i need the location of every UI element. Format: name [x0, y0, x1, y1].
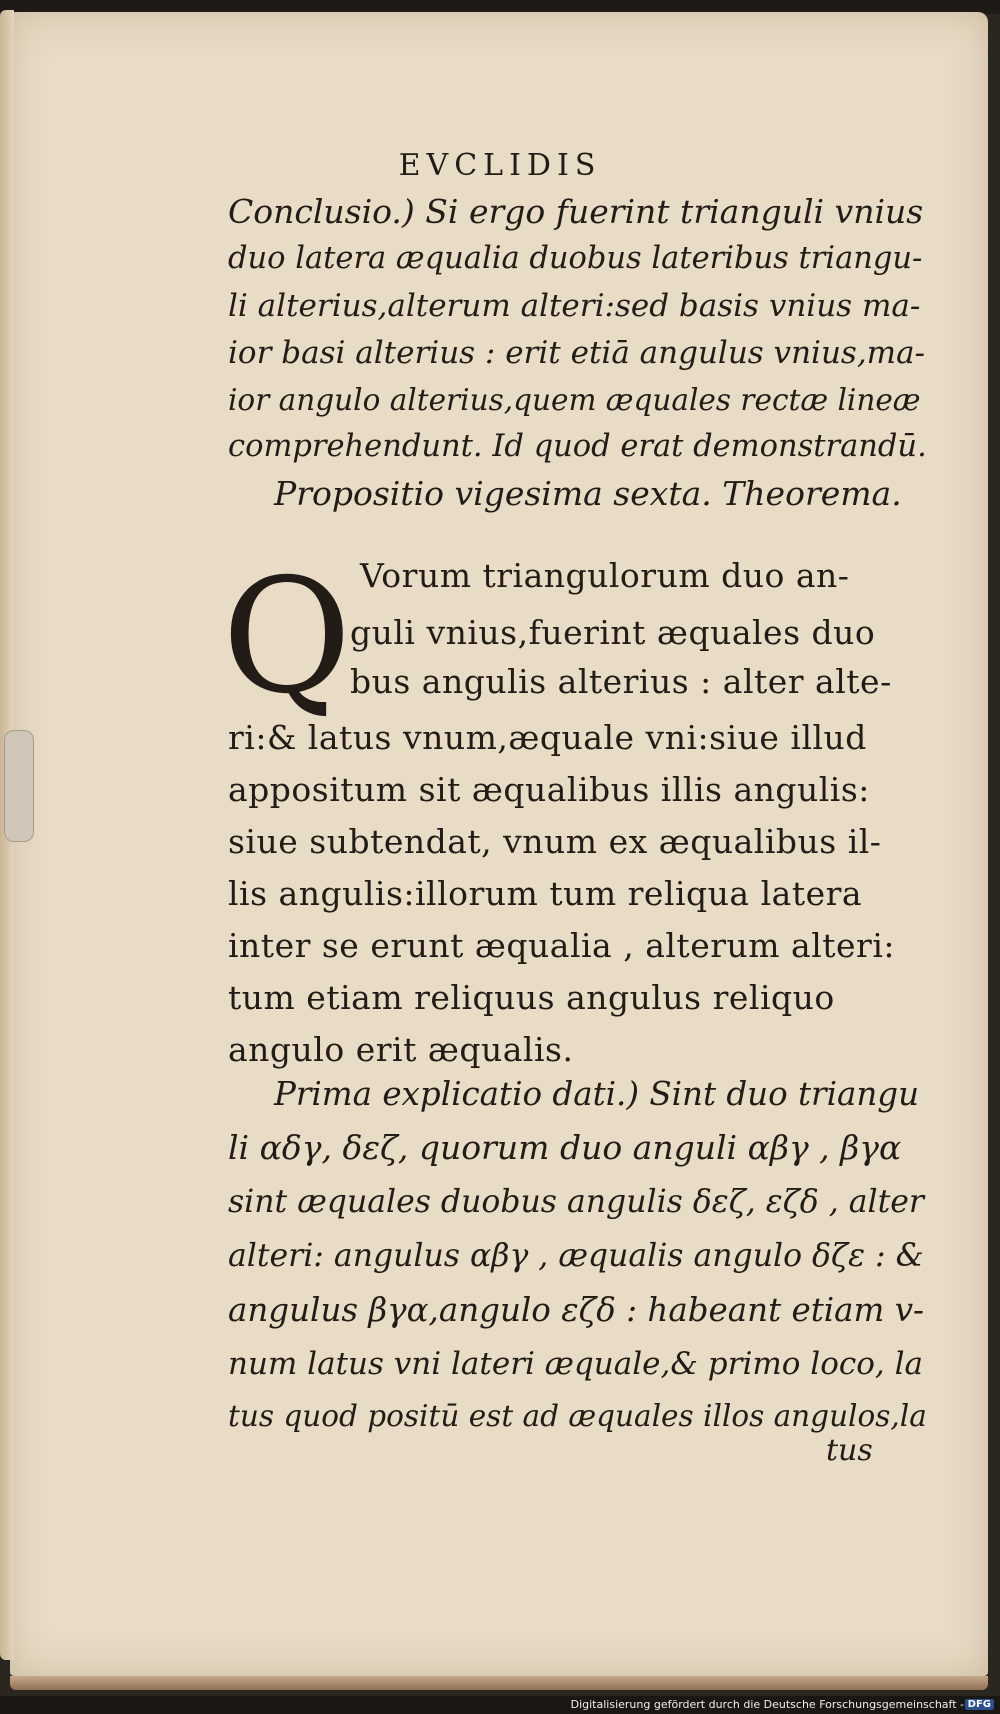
proposition-line-8: inter se erunt æqualia , alterum alteri: [228, 926, 895, 965]
page-clip [4, 730, 34, 842]
drop-cap: Q [222, 545, 352, 729]
conclusion-line-4: ior basi alterius : erit etiā angulus vnius,ma- [228, 335, 926, 371]
proposition-line-2: guli vnius,fuerint æquales duo [350, 613, 876, 652]
explication-line-3: sint æquales duobus angulis δεζ, εζδ , alter [228, 1184, 924, 1220]
dfg-logo-icon: DFG [965, 1699, 994, 1710]
conclusion-line-3: li alterius,alterum alteri:sed basis vnius ma- [228, 288, 921, 324]
proposition-line-5: appositum sit æqualibus illis angulis: [228, 770, 870, 809]
explication-line-4: alteri: angulus αβγ , æqualis angulo δζε : & [228, 1238, 924, 1274]
proposition-line-10: angulo erit æqualis. [228, 1030, 574, 1069]
conclusion-line-2: duo latera æqualia duobus lateribus triangu- [228, 241, 923, 276]
proposition-line-4: ri:& latus vnum,æquale vni:siue illud [228, 718, 867, 757]
proposition-line-7: lis angulis:illorum tum reliqua latera [228, 874, 863, 913]
explication-line-1: Prima explicatio dati.) Sint duo triangu [274, 1075, 920, 1113]
proposition-line-9: tum etiam reliquus angulus reliquo [228, 978, 835, 1017]
conclusion-line-1: Conclusio.) Si ergo fuerint trianguli vnius [228, 192, 924, 231]
explication-line-6: num latus vni lateri æquale,& primo loco, la [228, 1346, 923, 1382]
explication-line-7: tus quod positū est ad æquales illos angulos,la [228, 1399, 927, 1433]
page-bottom-edge [10, 1676, 988, 1690]
proposition-line-1: Vorum triangulorum duo an- [360, 556, 850, 595]
conclusion-line-5: ior angulo alterius,quem æquales rectæ lineæ [228, 383, 921, 417]
explication-line-2: li αδγ, δεζ, quorum duo anguli αβγ , βγα [228, 1128, 902, 1167]
proposition-line-6: siue subtendat, vnum ex æqualibus il- [228, 822, 882, 861]
proposition-heading: Propositio vigesima sexta. Theorema. [274, 474, 902, 513]
catchword: tus [826, 1433, 873, 1468]
proposition-line-3: bus angulis alterius : alter alte- [350, 662, 892, 701]
digitization-credit: Digitalisierung gefördert durch die Deutsche Forschungsgemeinschaft - [570, 1698, 964, 1711]
explication-line-5: angulus βγα,angulo εζδ : habeant etiam v- [228, 1291, 925, 1329]
conclusion-line-6: comprehendunt. Id quod erat demonstrandū. [228, 429, 927, 464]
running-header: EVCLIDIS [398, 148, 602, 183]
